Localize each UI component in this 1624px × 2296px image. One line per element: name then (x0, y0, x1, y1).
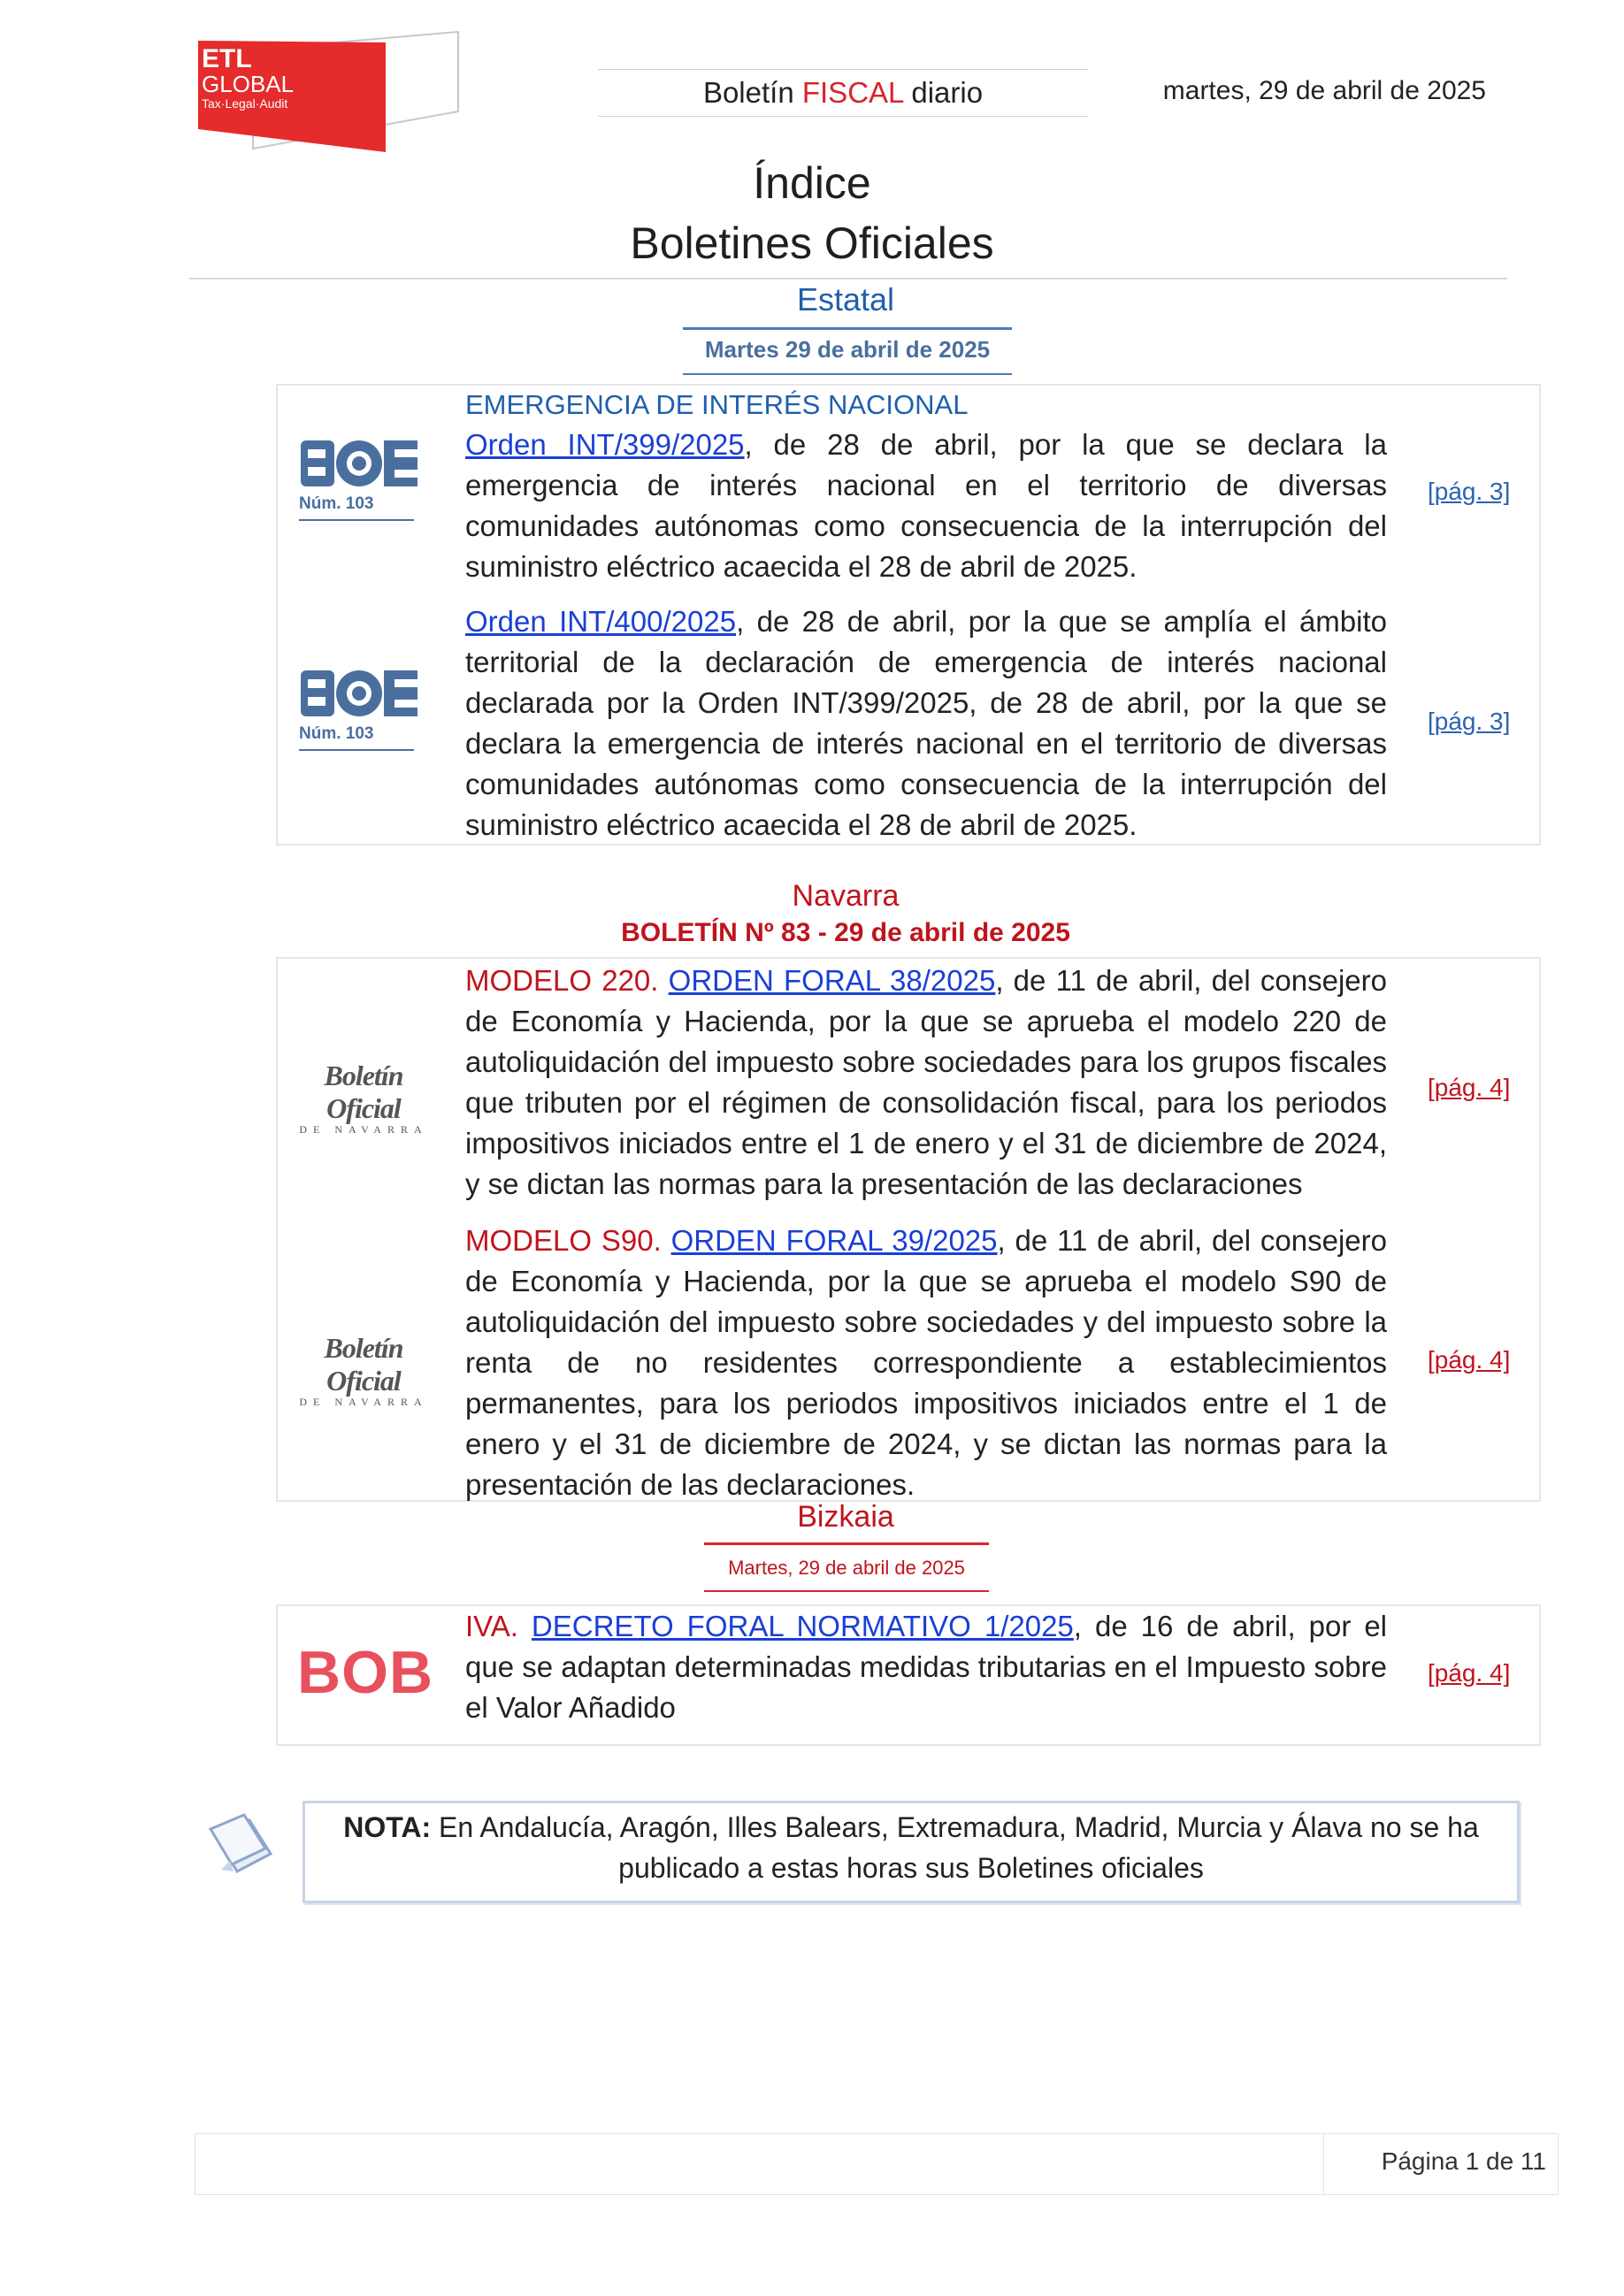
bulletin-title-fiscal: FISCAL (801, 76, 904, 109)
navarra-logo-subtitle: DE NAVARRA (299, 1123, 428, 1136)
boe-logo-2 (299, 667, 419, 751)
index-title: Índice (753, 158, 871, 208)
page-link-1[interactable]: [pág. 3] (1428, 478, 1511, 505)
entry-heading: EMERGENCIA DE INTERÉS NACIONAL (465, 389, 969, 420)
entry-prefix: MODELO S90. (465, 1224, 671, 1257)
entry-text: , de 28 de abril, por la que se declara la emergencia de interés nacional en el territorio de diversas comunidades autónomas como consecuencia de la interrupción del suministro eléctrico acaecida el 28 de abril de 2025. (465, 428, 1387, 583)
etl-logo-graphic (196, 30, 462, 154)
orden-foral-38-link[interactable]: ORDEN FORAL 38/2025 (668, 964, 996, 997)
boletin-navarra-logo-2 (297, 1332, 430, 1409)
entry-text: , de 28 de abril, por la que se amplía el ámbito territorial de la declaración de emergencia de interés nacional declarada por la Orden INT/399/2025, de 28 de abril, por la que se declara la emergencia de interés nacional en el territorio de diversas comunidades autónomas como consecuencia de la interrupción del suministro eléctrico acaecida el 28 de abril de 2025. (465, 605, 1387, 841)
bizkaia-entry (465, 1606, 1387, 1728)
estatal-entry-2 (465, 601, 1387, 846)
entry-prefix: IVA. (465, 1610, 532, 1642)
navarra-entry-2 (465, 1221, 1387, 1505)
section-estatal-title: Estatal (796, 281, 895, 318)
etl-global-logo (196, 30, 462, 154)
page-number: Página 1 de 11 (1381, 2147, 1546, 2175)
decreto-foral-normativo-link[interactable]: DECRETO FORAL NORMATIVO 1/2025 (531, 1610, 1074, 1642)
navarra-logo-title: Boletín Oficial (324, 1332, 403, 1397)
bulletin-title-suffix: diario (903, 76, 984, 109)
bob-logo: BOB (297, 1639, 434, 1706)
entry-text: , de 16 de abril, por el que se adaptan determinadas medidas tributarias en el Impuesto sobre el Valor Añadido (465, 1610, 1387, 1724)
entry-text: , de 11 de abril, del consejero de Economía y Hacienda, por la que se aprueba el modelo 220 de autoliquidación del impuesto sobre sociedades para los grupos fiscales que tributen por el régimen de consolidación fiscal, para los periodos impositivos iniciados entre el 1 de enero y el 31 de diciembre de 2024, y se dictan las normas para la presentación de las declaraciones (465, 964, 1387, 1200)
estatal-entry-1 (465, 386, 1387, 587)
bizkaia-date: Martes, 29 de abril de 2025 (728, 1557, 965, 1579)
orden-int-400-link[interactable]: Orden INT/400/2025 (465, 605, 737, 638)
estatal-divider-bottom (683, 373, 1012, 375)
logo-global-text: GLOBAL (202, 71, 295, 97)
orden-int-399-link[interactable]: Orden INT/399/2025 (465, 428, 745, 461)
nota-text: En Andalucía, Aragón, Illes Balears, Extremadura, Madrid, Murcia y Álava no se ha publicado a estas horas sus Boletines oficiales (431, 1811, 1479, 1884)
navarra-entry-1 (465, 960, 1387, 1205)
boe-logo-graphic (299, 667, 419, 720)
bulletin-title (598, 69, 1088, 117)
boe-issue-badge: Núm. 103 (299, 724, 414, 751)
bizkaia-divider-top (704, 1542, 989, 1545)
entry-text: , de 11 de abril, del consejero de Economía y Hacienda, por la que se aprueba el modelo S90 de autoliquidación del impuesto sobre sociedades y del impuesto sobre la renta de no residentes correspondiente a establecimientos permanentes, para los periodos impositivos iniciados entre el 1 de enero y el 31 de diciembre de 2024, y se dictan las normas para la presentación de las declaraciones. (465, 1224, 1387, 1501)
boletin-navarra-logo-1 (297, 1060, 430, 1137)
nota-label: NOTA: (343, 1811, 432, 1843)
bulletin-title-prefix: Boletín (702, 76, 802, 109)
estatal-date: Martes 29 de abril de 2025 (704, 336, 991, 363)
page-link-5[interactable]: [pág. 4] (1428, 1659, 1511, 1687)
title-divider (189, 278, 1507, 279)
entry-prefix: MODELO 220. (465, 964, 669, 997)
boe-logo-1 (299, 437, 419, 521)
logo-etl-text: ETL (202, 44, 252, 73)
navarra-logo-title: Boletín Oficial (324, 1060, 403, 1124)
footer-separator (1323, 2133, 1324, 2195)
header-date: martes, 29 de abril de 2025 (1162, 76, 1486, 105)
bizkaia-divider-bottom (704, 1590, 989, 1592)
navarra-logo-subtitle: DE NAVARRA (299, 1396, 428, 1408)
section-navarra-title: Navarra (792, 879, 900, 913)
sticky-notes-icon (203, 1808, 280, 1882)
index-subtitle: Boletines Oficiales (630, 218, 994, 268)
orden-foral-39-link[interactable]: ORDEN FORAL 39/2025 (670, 1224, 998, 1257)
boe-logo-graphic (299, 437, 419, 490)
navarra-boletin-number: BOLETÍN Nº 83 - 29 de abril de 2025 (621, 918, 1070, 947)
page-link-2[interactable]: [pág. 3] (1428, 708, 1511, 735)
section-bizkaia-title: Bizkaia (797, 1500, 894, 1534)
page-link-4[interactable]: [pág. 4] (1428, 1346, 1511, 1374)
notes-icon (203, 1808, 280, 1887)
logo-tagline-text: Tax·Legal·Audit (202, 96, 288, 111)
estatal-divider-top (683, 327, 1012, 330)
boe-issue-badge: Núm. 103 (299, 494, 414, 521)
page-link-3[interactable]: [pág. 4] (1428, 1074, 1511, 1101)
nota-box (303, 1801, 1520, 1903)
